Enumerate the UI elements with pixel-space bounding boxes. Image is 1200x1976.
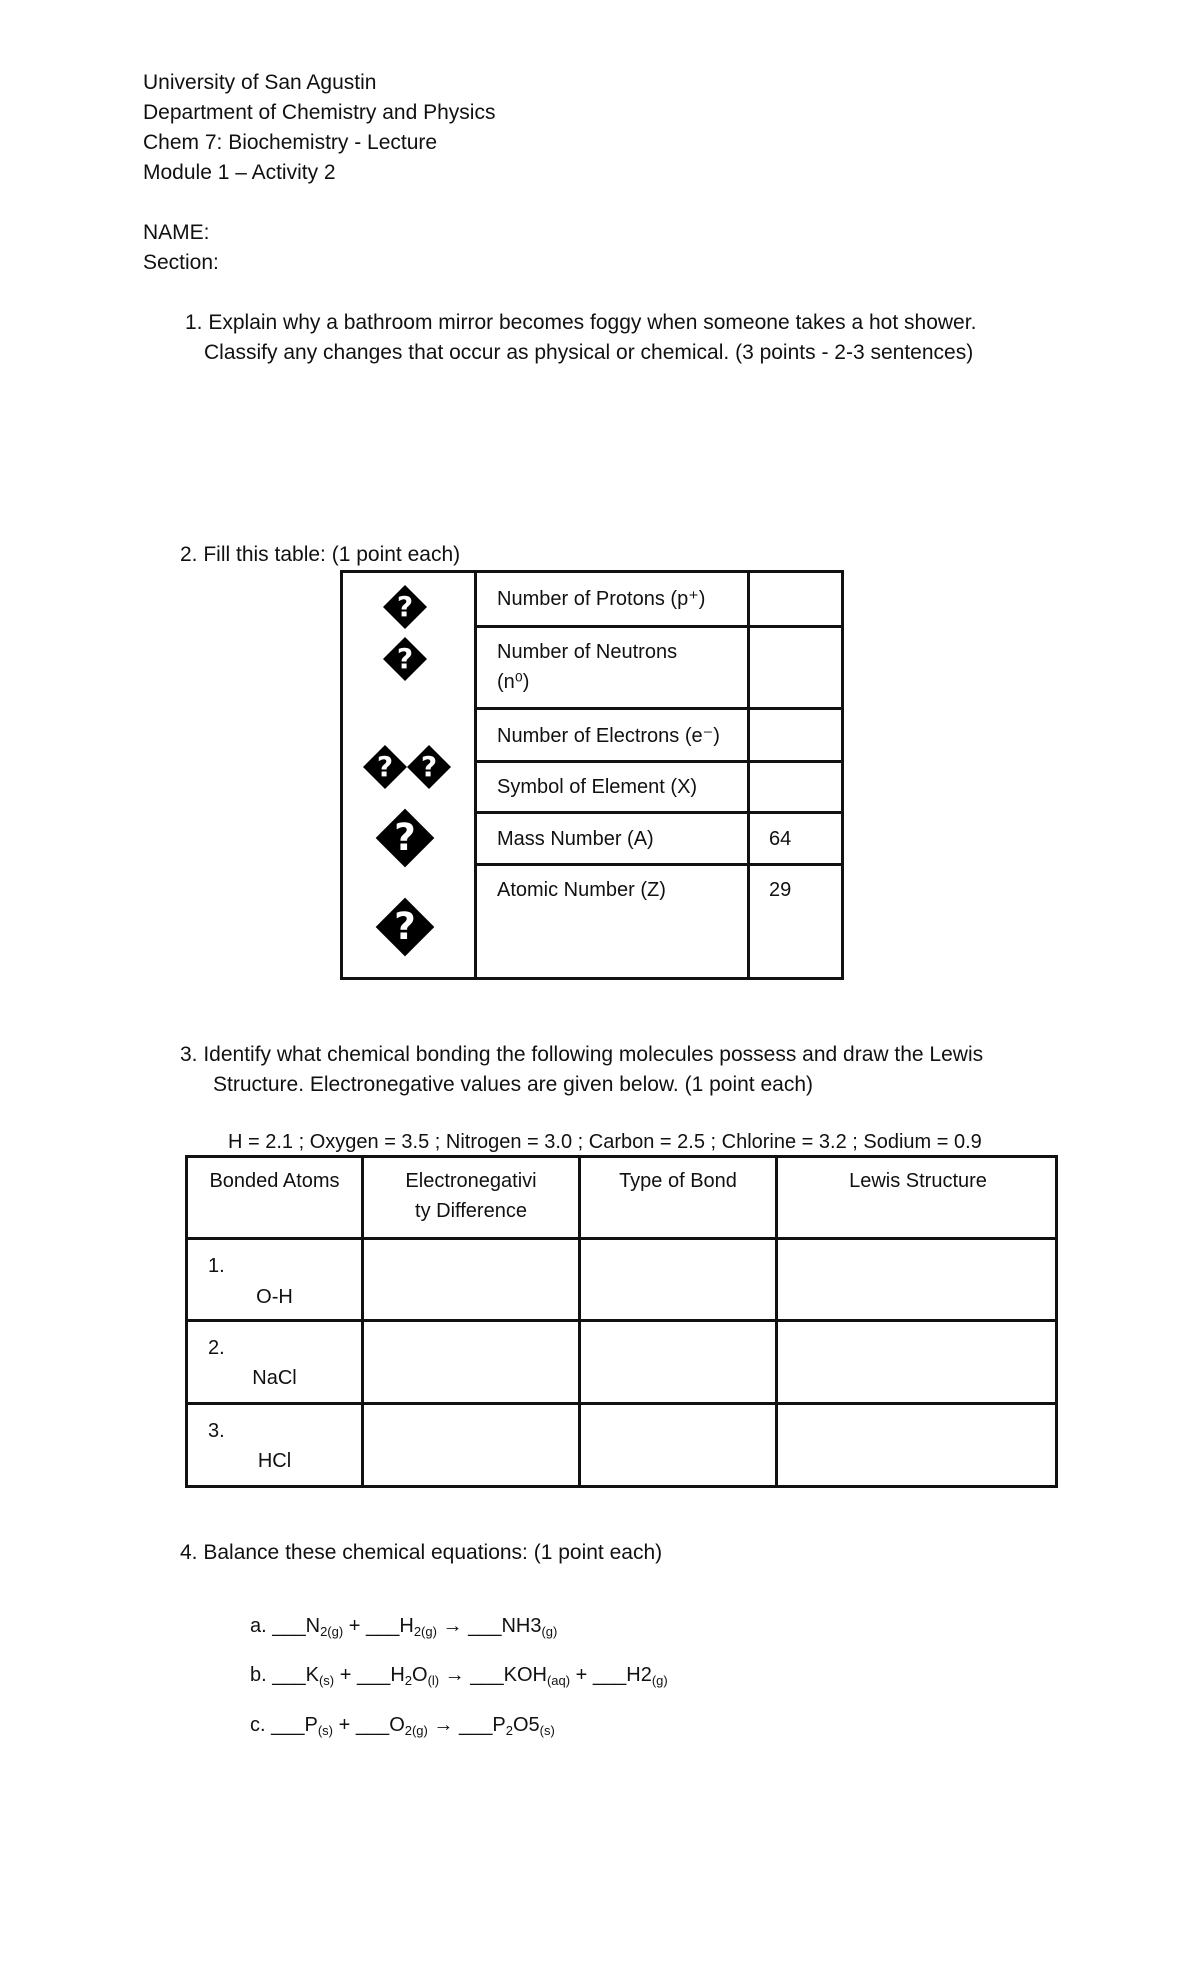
- equation-a: a. $\_\_\_N_{2(g)}$ + $\_\_\_H_{2(g)}$ → $\_\_\_NH3_{(g)}$: [250, 1615, 558, 1639]
- row-label: Number of Neutrons: [497, 641, 678, 663]
- missing-glyph-icon: [381, 635, 429, 683]
- element-table: [340, 570, 844, 980]
- row-label: Mass Number (A): [497, 828, 654, 850]
- equation-c: c. $\_\_\_P_{(s)}$ + $\_\_\_O_{2(g)}$ → $\_\_\_P_2O5_{(s)}$: [250, 1714, 555, 1738]
- module-title: Module 1 – Activity 2: [143, 161, 336, 184]
- header-en-difference: Electronegativi: [405, 1170, 537, 1192]
- table-row-divider: [188, 1237, 1055, 1240]
- row-value: 64: [769, 828, 792, 850]
- bonded-atoms: O-H: [256, 1286, 293, 1308]
- table-row: [477, 573, 844, 628]
- row-label-continued: (n⁰): [497, 671, 530, 693]
- missing-glyph-icon: [373, 806, 437, 870]
- header-bonded-atoms: Bonded Atoms: [209, 1170, 340, 1192]
- department-name: Department of Chemistry and Physics: [143, 101, 496, 124]
- svg-text:?: ?: [396, 590, 414, 623]
- bonded-atoms: NaCl: [252, 1367, 297, 1389]
- row-label: Number of Electrons (e⁻): [497, 725, 720, 747]
- missing-glyph-icon: [373, 895, 437, 959]
- row-number: 3.: [208, 1420, 225, 1442]
- question-4-title: 4. Balance these chemical equations: (1 point each): [180, 1541, 663, 1564]
- header-en-difference-continued: ty Difference: [415, 1200, 527, 1222]
- university-name: University of San Agustin: [143, 71, 377, 94]
- bonded-atoms: HCl: [257, 1450, 292, 1472]
- question-3-line-1: 3. Identify what chemical bonding the following molecules possess and draw the Lewis: [180, 1043, 984, 1066]
- row-label: Atomic Number (Z): [497, 879, 666, 901]
- course-title: Chem 7: Biochemistry - Lecture: [143, 131, 438, 154]
- table-row-divider: [188, 1319, 1055, 1322]
- name-label: NAME:: [143, 221, 210, 244]
- bonding-table: [185, 1155, 1058, 1488]
- row-label: Symbol of Element (X): [497, 776, 698, 798]
- question-1-line-2: Classify any changes that occur as physical or chemical. (3 points - 2-3 sentences): [204, 341, 974, 364]
- equation-b: b. $\_\_\_K_{(s)}$ + $\_\_\_H_2O_{(l)}$ → $\_\_\_KOH_{(aq)}$ + $\_\_\_H2_{(g)}$: [250, 1664, 668, 1688]
- svg-text:?: ?: [394, 904, 416, 948]
- question-3-line-2: Structure. Electronegative values are given below. (1 point each): [213, 1073, 814, 1096]
- missing-glyph-icon: [405, 743, 453, 791]
- row-label: Number of Protons (p⁺): [497, 588, 706, 610]
- table-row: [477, 763, 844, 814]
- table-row: [477, 628, 844, 710]
- row-number: 1.: [208, 1255, 225, 1277]
- svg-text:?: ?: [396, 642, 414, 675]
- row-value: 29: [769, 879, 792, 901]
- missing-glyph-icon: [361, 743, 409, 791]
- table-row-divider: [188, 1402, 1055, 1405]
- table-row: [477, 814, 844, 866]
- missing-glyph-column: [343, 573, 477, 977]
- header-type-of-bond: Type of Bond: [619, 1170, 737, 1192]
- svg-text:?: ?: [376, 750, 394, 783]
- table-row: [477, 710, 844, 763]
- question-1-line-1: 1. Explain why a bathroom mirror becomes foggy when someone takes a hot shower.: [185, 311, 977, 334]
- svg-text:?: ?: [394, 815, 416, 859]
- svg-text:?: ?: [420, 750, 438, 783]
- question-2-title: 2. Fill this table: (1 point each): [180, 543, 461, 566]
- electronegativity-values: H = 2.1 ; Oxygen = 3.5 ; Nitrogen = 3.0 ; Carbon = 2.5 ; Chlorine = 3.2 ; Sodium = 0.9: [228, 1131, 982, 1153]
- header-lewis-structure: Lewis Structure: [849, 1170, 987, 1192]
- table-row: [477, 866, 844, 980]
- missing-glyph-icon: [381, 583, 429, 631]
- row-number: 2.: [208, 1337, 225, 1359]
- section-label: Section:: [143, 251, 219, 274]
